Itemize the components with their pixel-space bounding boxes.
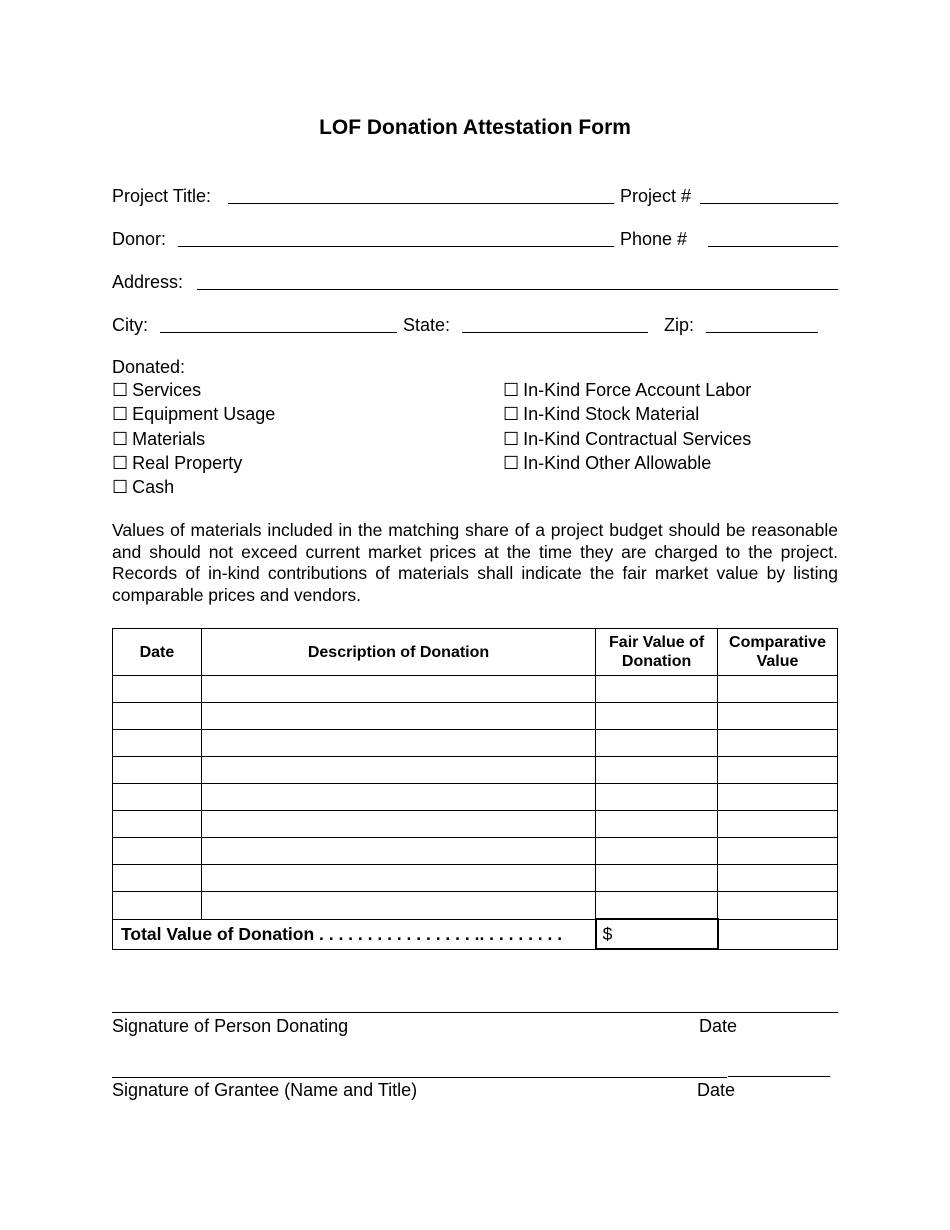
page-title: LOF Donation Attestation Form: [319, 116, 631, 139]
table-row: [113, 811, 838, 838]
checkbox-icon[interactable]: ☐: [112, 404, 129, 425]
date-cell[interactable]: [113, 865, 202, 892]
header-date: Date: [113, 629, 202, 676]
date-cell[interactable]: [113, 703, 202, 730]
donated-option[interactable]: [112, 404, 275, 425]
total-comparative-cell[interactable]: [718, 919, 838, 949]
donor-field[interactable]: [178, 246, 614, 247]
fair-value-cell[interactable]: [596, 811, 718, 838]
date-cell[interactable]: [113, 838, 202, 865]
comparative-value-cell[interactable]: [718, 838, 838, 865]
checkbox-icon[interactable]: ☐: [503, 452, 520, 473]
description-cell[interactable]: [201, 757, 595, 784]
date-cell[interactable]: [113, 676, 202, 703]
checkbox-icon[interactable]: ☐: [503, 380, 520, 400]
comparative-value-cell[interactable]: [718, 703, 838, 730]
donor-label: Donor:: [112, 229, 167, 249]
grantee-date-label: Date: [697, 1080, 736, 1100]
fair-value-cell[interactable]: [596, 838, 718, 865]
state-field[interactable]: [462, 332, 648, 333]
zip-field[interactable]: [706, 332, 818, 333]
table-row: [113, 730, 838, 757]
phone-label: Phone #: [620, 229, 688, 249]
fair-value-cell[interactable]: [596, 865, 718, 892]
checkbox-icon[interactable]: ☐: [112, 452, 129, 473]
total-value-field[interactable]: $: [596, 919, 718, 949]
option-label: Materials: [132, 428, 206, 449]
header-comparative-value: Comparative Value: [718, 629, 838, 676]
option-label: Cash: [132, 477, 175, 498]
comparative-value-cell[interactable]: [718, 811, 838, 838]
donated-option[interactable]: [503, 453, 711, 474]
date-cell[interactable]: [113, 757, 202, 784]
grantee-date-line[interactable]: [728, 1076, 830, 1077]
donor-date-label: Date: [699, 1016, 738, 1036]
comparative-value-cell[interactable]: [718, 865, 838, 892]
project-title-field[interactable]: [228, 203, 614, 204]
description-cell[interactable]: [201, 730, 595, 757]
fair-value-cell[interactable]: [596, 676, 718, 703]
fair-value-cell[interactable]: [596, 703, 718, 730]
fair-value-cell[interactable]: [596, 730, 718, 757]
donated-option[interactable]: [503, 429, 751, 450]
header-description: Description of Donation: [201, 629, 595, 676]
date-cell[interactable]: [113, 784, 202, 811]
description-cell[interactable]: [201, 703, 595, 730]
header-fair-value: Fair Value of Donation: [596, 629, 718, 676]
instructions-paragraph: Values of materials included in the matching share of a project budget should be reasonable and should not exceed current market prices at the time they are charged to the project. Records of in-kind contributions of materials shall indicate the fair market value by listing comparable prices and vendors.: [112, 520, 838, 605]
total-row: [113, 919, 838, 949]
date-cell[interactable]: [113, 811, 202, 838]
fair-value-cell[interactable]: [596, 784, 718, 811]
donor-signature-line[interactable]: [112, 1012, 838, 1013]
checkbox-icon[interactable]: ☐: [503, 404, 520, 425]
donation-table: [112, 628, 838, 950]
project-number-label: Project #: [620, 186, 692, 206]
table-row: [113, 757, 838, 784]
option-label: Real Property: [132, 452, 243, 473]
checkbox-icon[interactable]: ☐: [112, 477, 129, 498]
comparative-value-cell[interactable]: [718, 676, 838, 703]
option-label: In-Kind Force Account Labor: [523, 380, 752, 400]
address-label: Address:: [112, 272, 184, 292]
zip-label: Zip:: [664, 315, 695, 335]
description-cell[interactable]: [201, 811, 595, 838]
state-label: State:: [403, 315, 451, 335]
description-cell[interactable]: [201, 865, 595, 892]
fair-value-cell[interactable]: [596, 757, 718, 784]
donated-option[interactable]: [112, 477, 174, 498]
comparative-value-cell[interactable]: [718, 730, 838, 757]
table-row: [113, 784, 838, 811]
donated-option[interactable]: [112, 380, 201, 401]
address-field[interactable]: [197, 289, 838, 290]
donated-option[interactable]: [112, 453, 242, 474]
option-label: In-Kind Stock Material: [523, 404, 700, 425]
fair-value-cell[interactable]: [596, 892, 718, 920]
total-label: Total Value of Donation . . . . . . . . . . . . . . . . .. . . . . . . . .: [113, 919, 596, 949]
date-cell[interactable]: [113, 892, 202, 920]
option-label: In-Kind Contractual Services: [523, 428, 752, 449]
option-label: Services: [132, 380, 202, 400]
table-row: [113, 703, 838, 730]
city-field[interactable]: [160, 332, 397, 333]
table-row: [113, 892, 838, 920]
table-row: [113, 676, 838, 703]
donated-option[interactable]: [503, 404, 699, 425]
grantee-signature-line[interactable]: [112, 1077, 727, 1078]
description-cell[interactable]: [201, 838, 595, 865]
description-cell[interactable]: [201, 892, 595, 920]
date-cell[interactable]: [113, 730, 202, 757]
option-label: In-Kind Other Allowable: [523, 452, 712, 473]
table-row: [113, 838, 838, 865]
table-row: [113, 865, 838, 892]
city-label: City:: [112, 315, 148, 335]
option-label: Equipment Usage: [132, 404, 276, 425]
donated-option[interactable]: [503, 380, 751, 401]
checkbox-icon[interactable]: ☐: [112, 428, 129, 449]
project-number-field[interactable]: [700, 203, 838, 204]
donated-label: Donated:: [112, 357, 186, 377]
comparative-value-cell[interactable]: [718, 892, 838, 920]
description-cell[interactable]: [201, 676, 595, 703]
grantee-signature-label: Signature of Grantee (Name and Title): [112, 1080, 418, 1100]
donated-option[interactable]: [112, 429, 205, 450]
donor-signature-label: Signature of Person Donating: [112, 1016, 349, 1036]
description-cell[interactable]: [201, 784, 595, 811]
checkbox-icon[interactable]: ☐: [112, 380, 129, 400]
project-title-label: Project Title:: [112, 186, 212, 206]
comparative-value-cell[interactable]: [718, 784, 838, 811]
comparative-value-cell[interactable]: [718, 757, 838, 784]
phone-field[interactable]: [708, 246, 838, 247]
checkbox-icon[interactable]: ☐: [503, 428, 520, 449]
